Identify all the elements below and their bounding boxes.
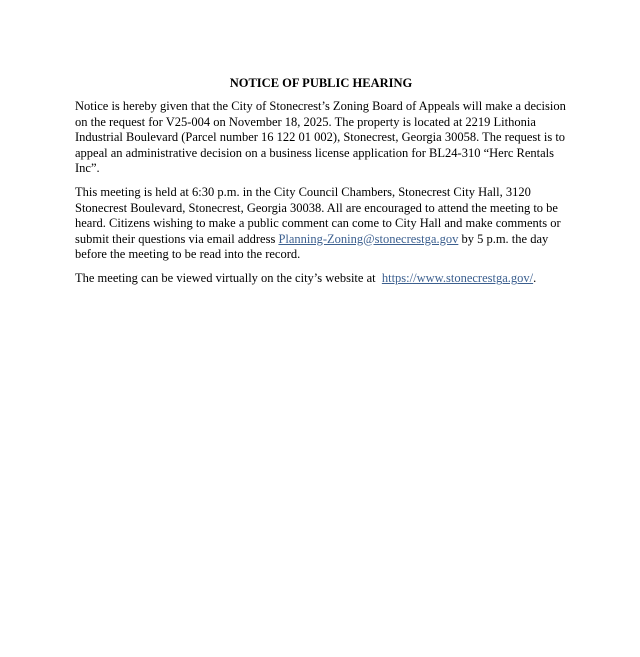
- notice-paragraph-2: [75, 185, 567, 262]
- notice-paragraph-3: [75, 271, 567, 286]
- paragraph-3-period: .: [533, 271, 537, 286]
- notice-paragraph-1: Notice is hereby given that the City of Stonecrest’s Zoning Board of Appeals will make a decision on the request for V25-004 on November 18, 2025. The property is located at 2219 Lithonia Industrial Boulevard (Parcel number 16 122 01 002), Stonecrest, Georgia 30058. The request is to appeal an administrative decision on a business license application for BL24-310 “Herc Rentals Inc”.: [75, 99, 566, 176]
- website-link[interactable]: https://www.stonecrestga.gov/: [381, 271, 534, 286]
- paragraph-2-text-start: This meeting is held at 6:30 p.m. in the City Council Chambers, Stonecrest City Hall, 3120 Stonecrest Boulevard, Stonecrest, Georgia 30038. All are encouraged to attend the meeting to be heard. Citizens wishing to make a public comment can come to City Hall and make comments or submit their questions via email address: [75, 185, 561, 246]
- paragraph-3-text: The meeting can be viewed virtually on the city’s website at: [75, 271, 376, 286]
- paragraph-2-text-end: by 5 p.m. the day before the meeting to be read into the record.: [75, 231, 549, 262]
- notice-title: NOTICE OF PUBLIC HEARING: [229, 76, 413, 90]
- email-link[interactable]: Planning-Zoning@stonecrestga.gov: [278, 231, 459, 246]
- notice-body: [75, 76, 567, 296]
